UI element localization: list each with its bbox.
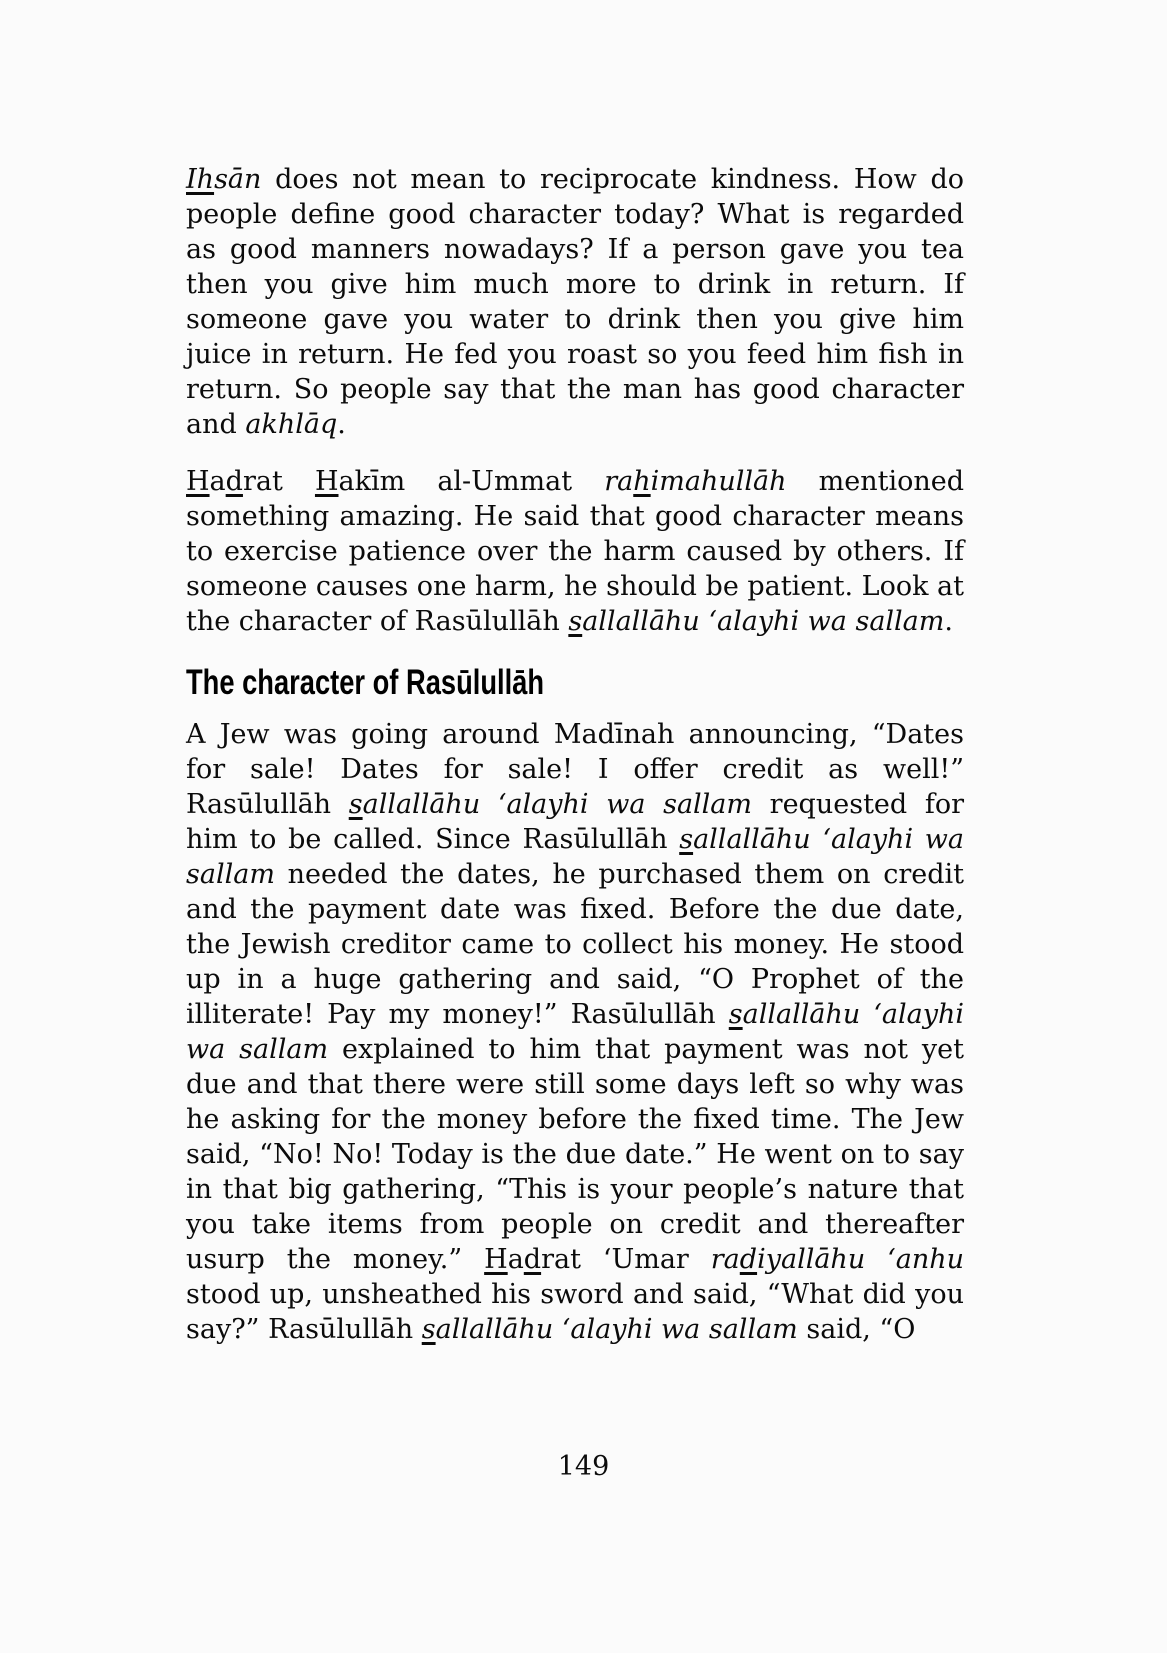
paragraph-ihsan (186, 162, 964, 442)
text-run: d (523, 1244, 542, 1275)
text-run: allallāhu ‘alayhi wa sallam (186, 999, 964, 1065)
text-run: rat ‘Umar (541, 1244, 711, 1275)
text-run: akhlāq (245, 409, 338, 440)
page-body (186, 162, 964, 1369)
text-run: s (679, 824, 694, 855)
paragraph-hakim-al-ummat (186, 464, 964, 639)
text-run: ra (604, 466, 634, 497)
text-run: akīm al-Ummat (338, 466, 605, 497)
text-run: sān (214, 164, 262, 195)
text-run: H (314, 466, 339, 497)
text-run: a (507, 1244, 524, 1275)
text-run: d (225, 466, 243, 497)
text-run: A Jew was going around Madīnah announcing, “Dates for sale! Dates for sale! I offer credit as well!” Rasūlullāh (186, 719, 964, 820)
text-run: ra (710, 1244, 740, 1275)
page-number: 149 (557, 1451, 610, 1482)
text-run: allallāhu ‘alayhi wa sallam (362, 789, 753, 820)
text-run: mentioned something amazing. He said that good character means to exercise patience over the harm caused by others. If someone causes one harm, he should be patient. Look at the character of Rasūlullāh (186, 466, 965, 637)
text-run: s (421, 1314, 436, 1345)
paragraph-jew-story (186, 717, 964, 1347)
text-run: . (944, 606, 953, 637)
text-run: H (186, 466, 210, 497)
text-run: h (633, 466, 651, 497)
text-run: allallāhu ‘alayhi wa sallam (435, 1314, 798, 1345)
text-run: Ih (186, 164, 215, 195)
text-run: requested for him to be called. Since Rasūlullāh (186, 789, 964, 855)
text-run: rat (242, 466, 315, 497)
text-run: H (484, 1244, 508, 1275)
text-run: s (568, 606, 583, 637)
text-run: . (337, 409, 346, 440)
text-run: a (209, 466, 226, 497)
text-run: s (348, 789, 363, 820)
section-heading: The character of Rasūlullāh (186, 663, 545, 702)
text-run: allallāhu ‘alayhi wa sallam (186, 824, 964, 890)
text-run: imahullāh (650, 466, 787, 497)
text-run: d (739, 1244, 758, 1275)
text-run: s (728, 999, 743, 1030)
text-run: said, “O (797, 1314, 916, 1345)
text-run: needed the dates, he purchased them on credit and the payment date was fixed. Before the due date, the Jewish creditor came to collect his money. He stood up in a huge gathering and said, “O Prophet of the illiterate! Pay my money!” Rasūlullāh (186, 859, 964, 1030)
text-run: does not mean to reciprocate kindness. How do people define good character today? What is regarded as good manners nowadays? If a person gave you tea then you give him much more to drink in return. If someone gave you water to drink then you give him juice in return. He fed you roast so you feed him fish in return. So people say that the man has good character and (186, 164, 964, 440)
text-run: stood up, unsheathed his sword and said, “What did you say?” Rasūlullāh (186, 1279, 964, 1345)
text-run: explained to him that payment was not yet due and that there were still some days left so why was he asking for the money before the fixed time. The Jew said, “No! No! Today is the due date.” He went on to say in that big gathering, “This is your people’s nature that you take items from people on credit and thereafter usurp the money.” (186, 1034, 964, 1275)
text-run: allallāhu ‘alayhi wa sallam (582, 606, 945, 637)
text-run: iyallāhu ‘anhu (757, 1244, 964, 1275)
